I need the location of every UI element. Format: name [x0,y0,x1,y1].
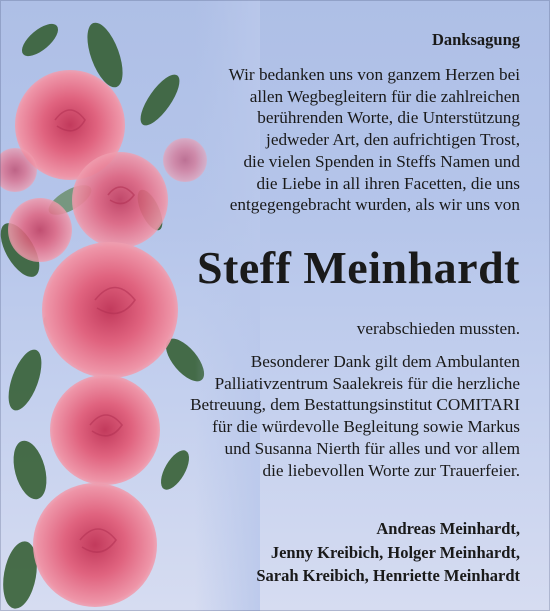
text-line: jedweder Art, den aufrichtigen Trost, [266,130,520,150]
text-line: Palliativzentrum Saalekreis für die herzliche [214,373,520,393]
text-line: allen Wegbegleitern für die zahlreichen [249,86,520,106]
text-line: die vielen Spenden in Steffs Namen und [243,151,520,171]
signature-line: Sarah Kreibich, Henriette Meinhardt [256,566,520,585]
closing-line [357,318,520,340]
special-thanks-paragraph [190,351,520,481]
text-line: berührenden Worte, die Unterstützung [257,108,520,128]
text-line: die liebevollen Worte zur Trauerfeier. [262,460,520,480]
signature-line: Andreas Meinhardt, [376,519,520,538]
rose-flowers-illustration [0,0,260,611]
thanks-paragraph [229,64,520,216]
text-line: und Susanna Nierth für alles und vor allem [224,438,520,458]
deceased-name: Steff Meinhardt [196,242,520,293]
heading-danksagung: Danksagung [431,30,520,49]
text-line: Besonderer Dank gilt dem Ambulanten [250,352,520,371]
text-line: Betreuung, dem Bestattungsinstitut COMITARI [190,395,520,415]
text-line: verabschieden mussten. [356,319,520,338]
signature-line: Jenny Kreibich, Holger Meinhardt, [270,542,520,562]
signatures [256,517,520,588]
text-line: die Liebe in all ihren Facetten, die uns [256,173,520,193]
text-line: Wir bedanken uns von ganzem Herzen bei [228,65,520,84]
text-line: für die würdevolle Begleitung sowie Markus [212,417,520,437]
text-line: entgegengebracht wurden, als wir uns von [229,195,520,215]
